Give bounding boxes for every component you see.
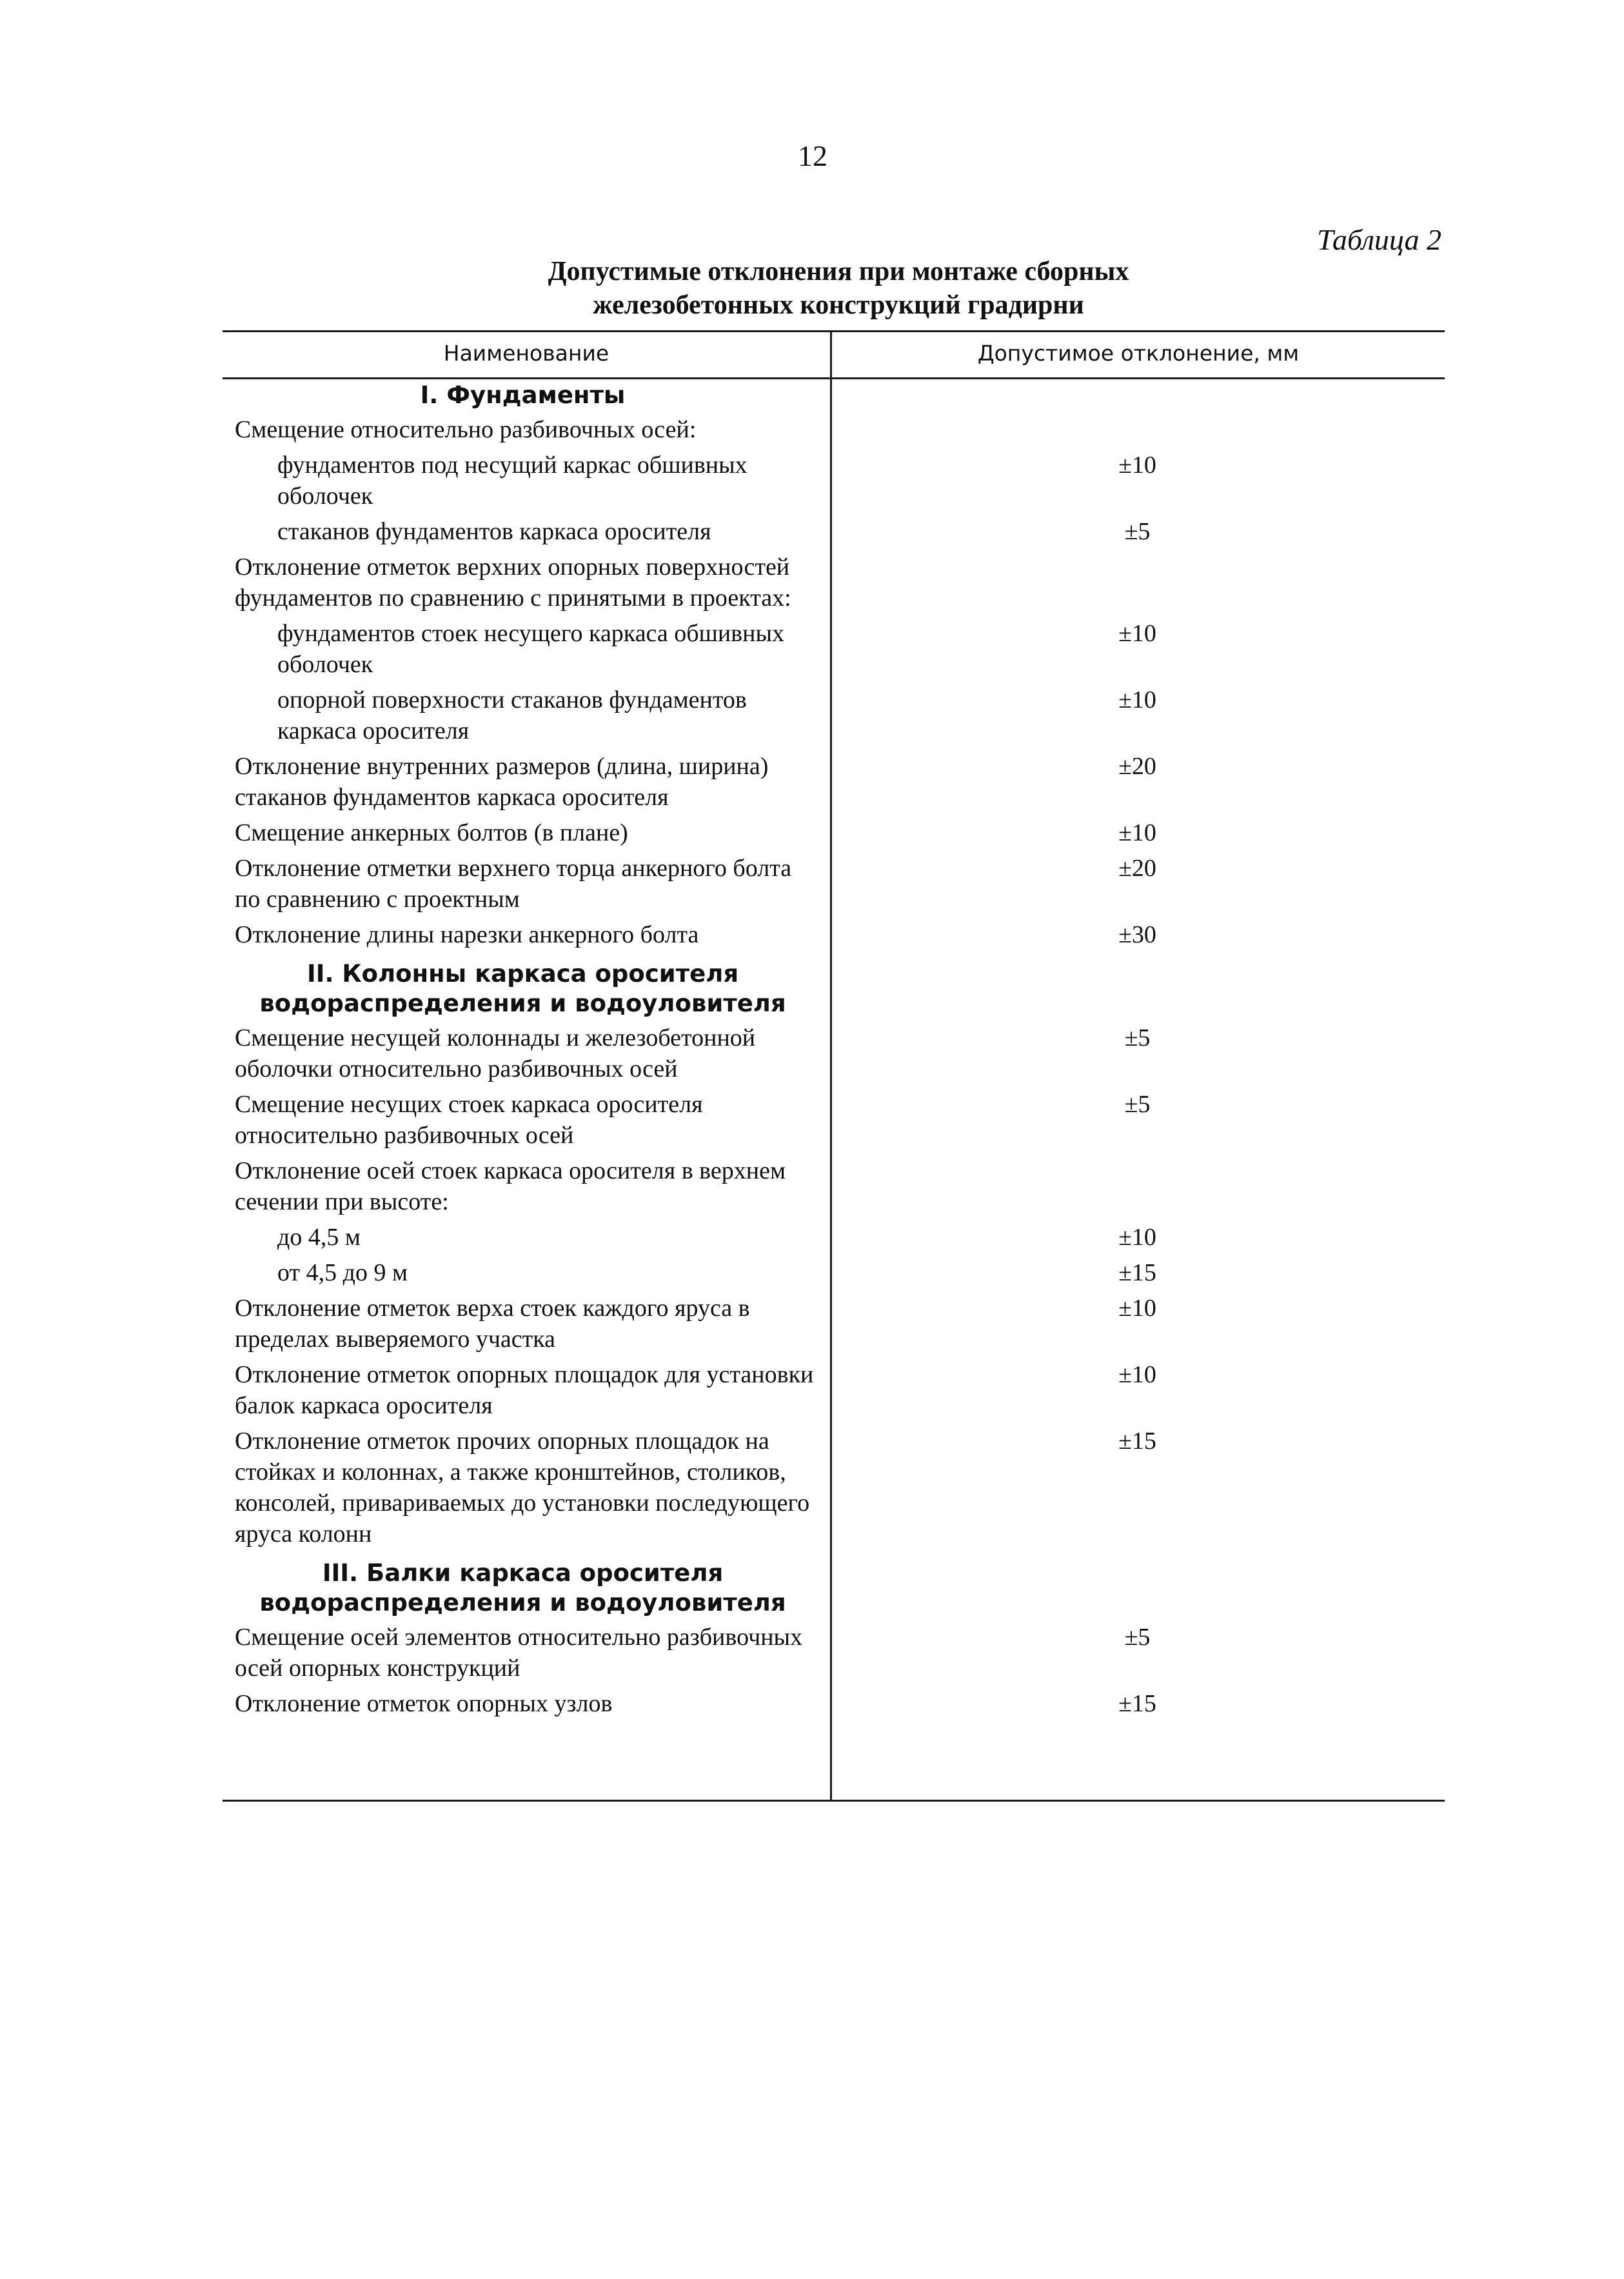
table-body — [223, 381, 1445, 1724]
row-name: Отклонение отметок верхних опорных поверхностей фундаментов по сравнению с принятыми в проектах: — [235, 553, 791, 612]
table-title-line: железобетонных конструкций градирни — [593, 290, 1084, 320]
section-heading-row — [223, 1558, 1445, 1618]
table-title — [439, 255, 1238, 322]
section-title: II. Колонны каркаса оросителя водораспределения и водоуловителя — [259, 960, 786, 1017]
section-heading-row — [223, 959, 1445, 1019]
row-deviation-value: ±5 — [1124, 1024, 1151, 1051]
row-name: Отклонение отметки верхнего торца анкерного болта по сравнению с проектным — [235, 855, 792, 913]
section-heading-row — [223, 381, 1445, 410]
section-title: III. Балки каркаса оросителя водораспределения и водоуловителя — [259, 1559, 786, 1617]
table-row — [223, 1155, 1445, 1217]
row-name: до 4,5 м — [277, 1224, 361, 1251]
row-name: стаканов фундаментов каркаса оросителя — [277, 518, 711, 545]
row-deviation-value: ±10 — [1118, 620, 1156, 647]
row-deviation-value: ±5 — [1124, 518, 1151, 545]
deviation-table — [223, 330, 1445, 1802]
row-name: фундаментов под несущий каркас обшивных оболочек — [277, 452, 748, 510]
row-name: Смещение осей элементов относительно разбивочных осей опорных конструкций — [235, 1624, 803, 1682]
row-deviation-value: ±20 — [1118, 753, 1156, 780]
table-row — [223, 450, 1445, 512]
table-row — [223, 516, 1445, 547]
table-row — [223, 1688, 1445, 1719]
row-deviation-value: ±15 — [1118, 1690, 1156, 1717]
table-row — [223, 1426, 1445, 1549]
table-row — [223, 552, 1445, 613]
row-deviation-value: ±10 — [1118, 686, 1156, 713]
row-deviation-value: ±15 — [1118, 1428, 1156, 1455]
row-name: Смещение анкерных болтов (в плане) — [235, 819, 628, 846]
table-row — [223, 618, 1445, 680]
row-deviation-value: ±15 — [1118, 1259, 1156, 1286]
row-deviation-value: ±10 — [1118, 1224, 1156, 1251]
row-name: Отклонение длины нарезки анкерного болта — [235, 921, 699, 948]
row-name: Смещение несущих стоек каркаса оросителя относительно разбивочных осей — [235, 1091, 703, 1149]
table-row — [223, 1359, 1445, 1421]
row-deviation-value: ±10 — [1118, 1361, 1156, 1388]
table-row — [223, 817, 1445, 848]
table-row — [223, 919, 1445, 950]
row-name: Отклонение отметок прочих опорных площадок на стойках и колоннах, а также кронштейнов, столиков, консолей, привариваемых до установки последующего яруса колонн — [235, 1428, 810, 1548]
table-row — [223, 751, 1445, 813]
table-header — [223, 332, 1445, 379]
table-row — [223, 1022, 1445, 1084]
row-name: Отклонение внутренних размеров (длина, ширина) стаканов фундаментов каркаса оросителя — [235, 753, 769, 811]
row-name: Отклонение осей стоек каркаса оросителя в верхнем сечении при высоте: — [235, 1157, 786, 1215]
table-row — [223, 1089, 1445, 1151]
table-row — [223, 1622, 1445, 1684]
row-deviation-value: ±5 — [1124, 1624, 1151, 1651]
table-row — [223, 1257, 1445, 1288]
table-title-line: Допустимые отклонения при монтаже сборных — [548, 257, 1129, 286]
table-row — [223, 1222, 1445, 1253]
column-header-deviation: Допустимое отклонение, мм — [977, 341, 1300, 366]
row-name: Смещение относительно разбивочных осей: — [235, 416, 697, 443]
page-number: 12 — [798, 139, 827, 172]
column-header-name: Наименование — [443, 341, 609, 366]
row-deviation-value: ±20 — [1118, 855, 1156, 882]
row-deviation-value: ±5 — [1124, 1091, 1151, 1118]
table-row — [223, 853, 1445, 915]
row-name: фундаментов стоек несущего каркаса обшивных оболочек — [277, 620, 784, 678]
row-deviation-value: ±10 — [1118, 819, 1156, 846]
table-row — [223, 1293, 1445, 1355]
row-name: от 4,5 до 9 м — [277, 1259, 408, 1286]
row-name: Смещение несущей колоннады и железобетонной оболочки относительно разбивочных осей — [235, 1024, 756, 1082]
row-name: Отклонение отметок опорных площадок для установки балок каркаса оросителя — [235, 1361, 814, 1419]
row-name: Отклонение отметок опорных узлов — [235, 1690, 613, 1717]
table-row — [223, 414, 1445, 445]
row-deviation-value: ±30 — [1118, 921, 1156, 948]
table-row — [223, 684, 1445, 746]
table-label: Таблица 2 — [1316, 223, 1441, 256]
row-name: Отклонение отметок верха стоек каждого яруса в пределах выверяемого участка — [235, 1295, 750, 1353]
row-deviation-value: ±10 — [1118, 1295, 1156, 1322]
row-deviation-value: ±10 — [1118, 452, 1156, 479]
section-title: I. Фундаменты — [420, 381, 626, 409]
row-name: опорной поверхности стаканов фундаментов каркаса оросителя — [277, 686, 747, 744]
